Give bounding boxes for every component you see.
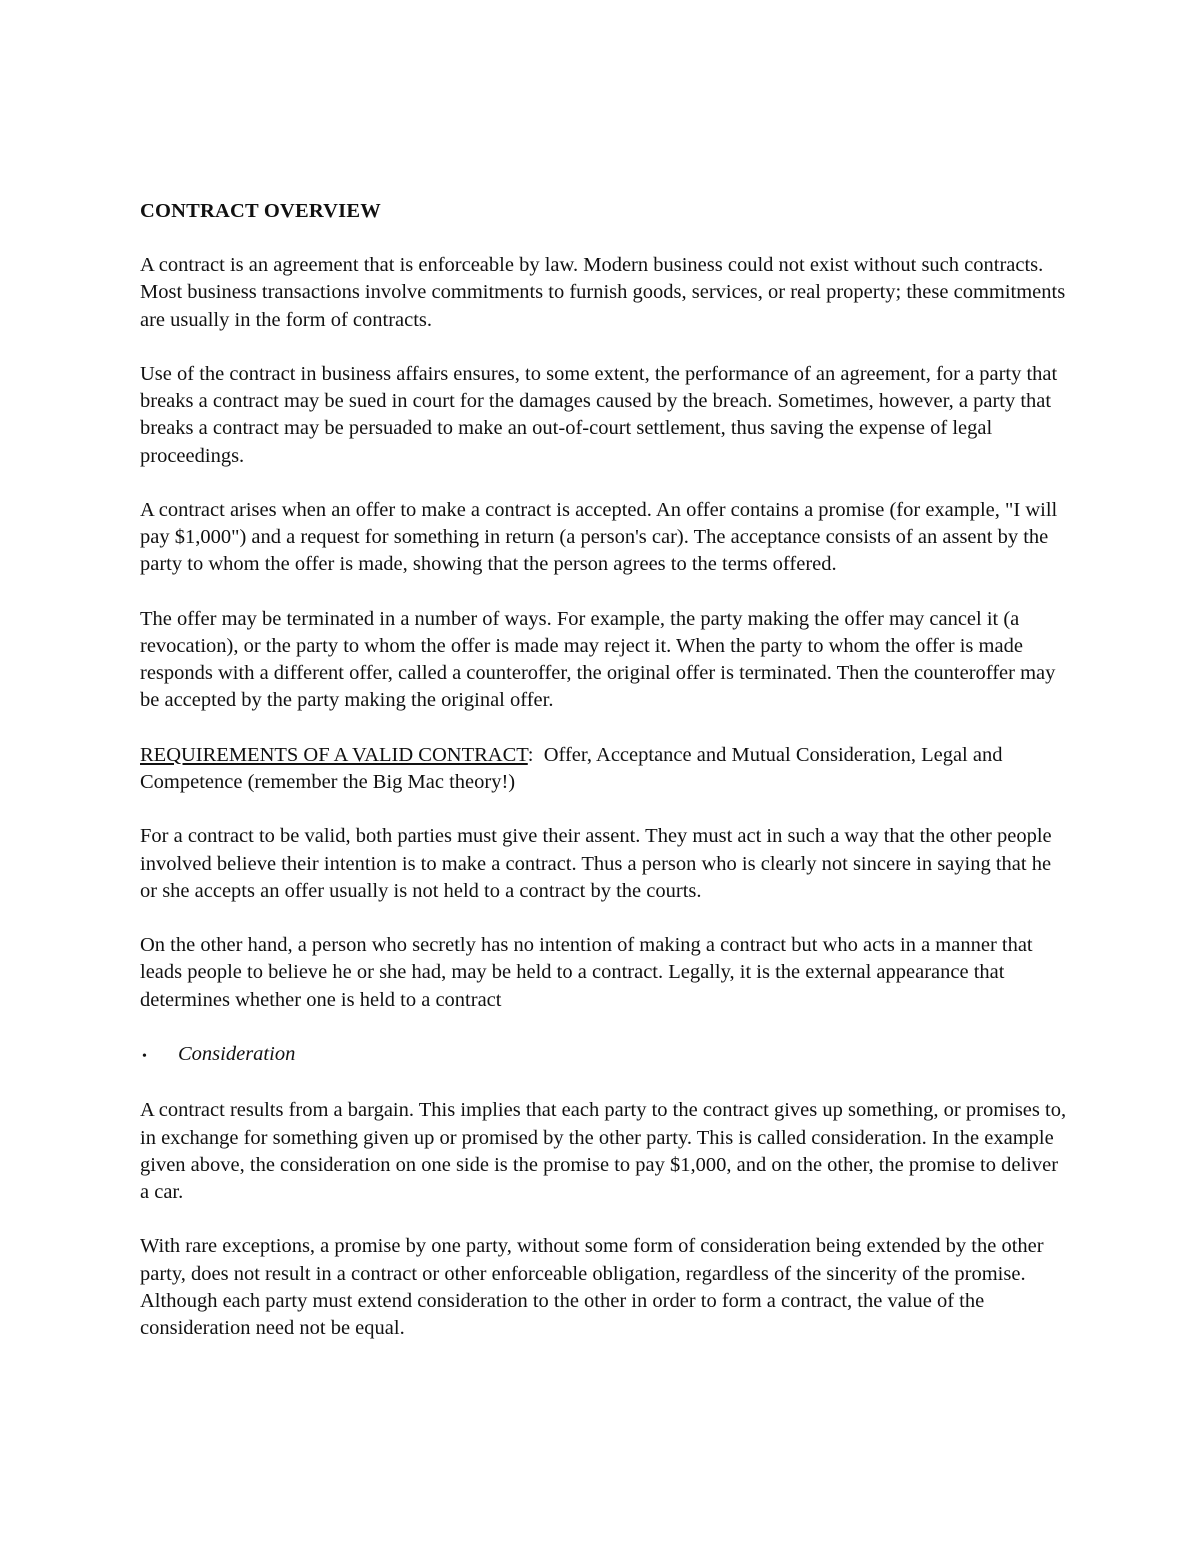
paragraph-definition: A contract is an agreement that is enforceable by law. Modern business could not exist without such contracts. Most business transactions involve commitments to furnish goods, services, or real property; these commitments are usually in the form of contracts.	[140, 254, 1066, 331]
paragraph-performance: Use of the contract in business affairs ensures, to some extent, the performance of an agreement, for a party that breaks a contract may be sued in court for the damages caused by the breach. Sometimes, however, a party that breaks a contract may be persuaded to make an out-of-court settlement, thus saving the expense of legal proceedings.	[140, 363, 1058, 467]
requirements-colon: :	[527, 743, 534, 766]
paragraph-external-appearance: On the other hand, a person who secretly has no intention of making a contract but who acts in a manner that leads people to believe he or she had, may be held to a contract. Legally, it is the external appearance that determines whether one is held to a contract	[140, 934, 1033, 1011]
paragraph-bargain: A contract results from a bargain. This implies that each party to the contract gives up something, or promises to, in exchange for something given up or promised by the other party. This is called consideration. In the example given above, the consideration on one side is the promise to pay $1,000, and on the other, the promise to deliver a car.	[140, 1099, 1067, 1203]
paragraph-offer-acceptance: A contract arises when an offer to make a contract is accepted. An offer contains a promise (for example, "I will pay $1,000") and a request for something in return (a person's car). The acceptance consists of an assent by the party to whom the offer is made, showing that the person agrees to the terms offered.	[140, 499, 1058, 576]
bullet-item-consideration	[140, 1041, 1070, 1070]
bullet-icon: •	[142, 1048, 147, 1064]
document-page	[140, 198, 1070, 1369]
paragraph-assent: For a contract to be valid, both parties must give their assent. They must act in such a way that the other people involved believe their intention is to make a contract. Thus a person who is clearly not sincere in saying that he or she accepts an offer usually is not held to a contract by the courts.	[140, 825, 1052, 902]
bullet-label: Consideration	[178, 1042, 296, 1065]
requirements-paragraph	[140, 742, 1070, 796]
paragraph-rare-exceptions: With rare exceptions, a promise by one party, without some form of consideration being extended by the other party, does not result in a contract or other enforceable obligation, regardless of the sincerity of the promise. Although each party must extend consideration to the other in order to form a contract, the value of the consideration need not be equal.	[140, 1235, 1044, 1339]
requirements-heading: REQUIREMENTS OF A VALID CONTRACT	[140, 743, 528, 766]
requirements-text: Offer, Acceptance and Mutual Consideration, Legal and Competence (remember the Big Mac theory!)	[140, 743, 1008, 793]
document-title: CONTRACT OVERVIEW	[140, 200, 381, 222]
paragraph-termination: The offer may be terminated in a number of ways. For example, the party making the offer may cancel it (a revocation), or the party to whom the offer is made may reject it. When the party to whom the offer is made responds with a different offer, called a counteroffer, the original offer is terminated. Then the counteroffer may be accepted by the party making the original offer.	[140, 607, 1056, 712]
